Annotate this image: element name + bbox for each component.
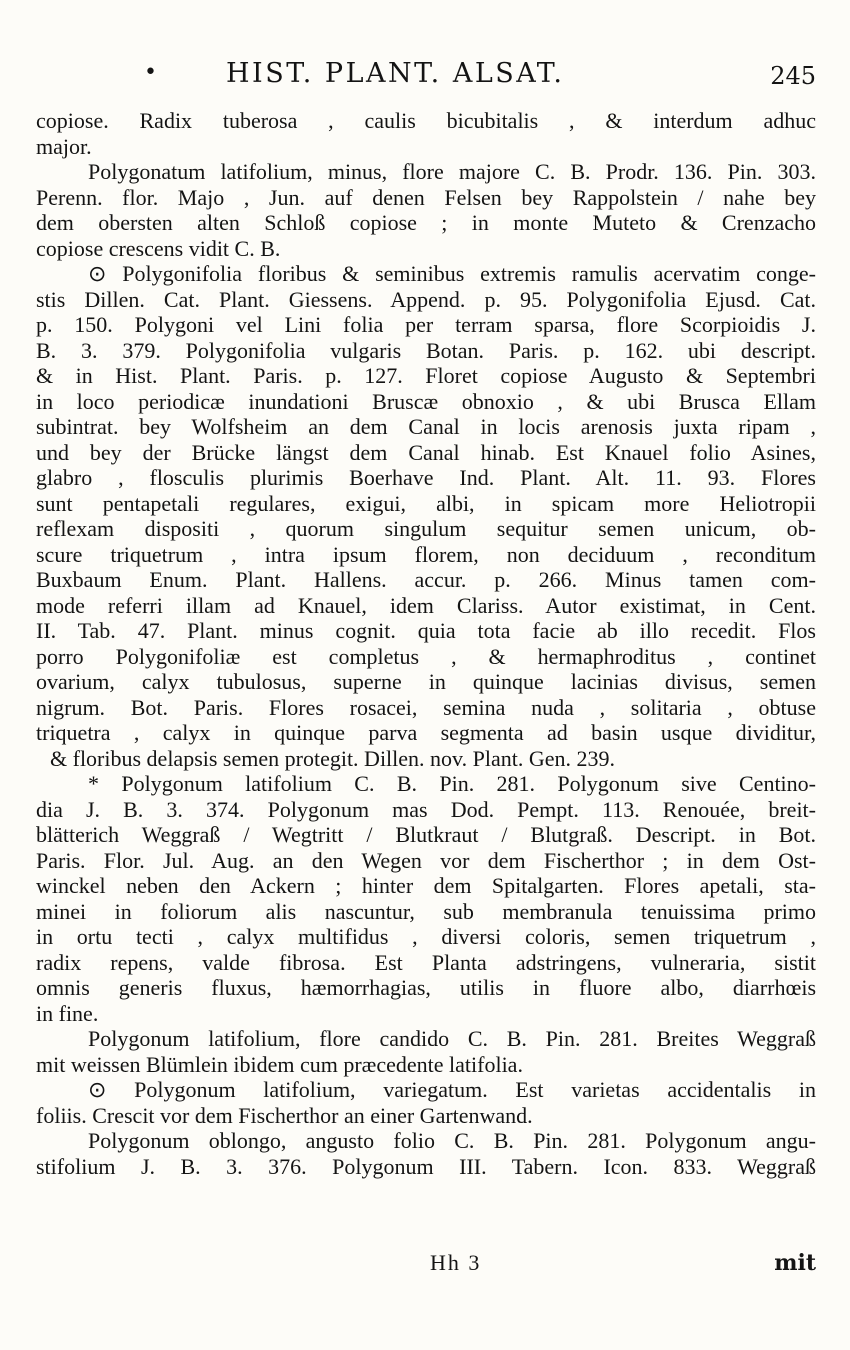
text-line: blätterich Weggraß / Wegtritt / Blutkraut / Blutgraß. Descript. in Bot. xyxy=(36,822,816,847)
text-line: sunt pentapetali regulares, exigui, albi, in spicam more Heliotropii xyxy=(36,490,816,516)
text-line: ⊙ Polygonifolia floribus & seminibus extremis ramulis acervatim conge- xyxy=(88,261,816,286)
text-line: in fine. xyxy=(36,1000,99,1026)
text-line: in loco periodicæ inundationi Bruscæ obnoxio , & ubi Brusca Ellam xyxy=(36,388,816,414)
text-line: glabro , flosculis plurimis Boerhave Ind. Plant. Alt. 11. 93. Flores xyxy=(36,465,816,490)
text-line: ⊙ Polygonum latifolium, variegatum. Est varietas accidentalis in xyxy=(88,1077,816,1102)
text-line: in ortu tecti , calyx multifidus , diversi coloris, semen triquetrum , xyxy=(36,924,816,949)
text-line: Polygonatum latifolium, minus, flore majore C. B. Prodr. 136. Pin. 303. xyxy=(88,159,816,184)
text-line: B. 3. 379. Polygonifolia vulgaris Botan. Paris. p. 162. ubi descript. xyxy=(36,337,816,363)
text-line: copiose. Radix tuberosa , caulis bicubitalis , & interdum adhuc xyxy=(36,108,816,133)
text-line: mode referri illam ad Knauel, idem Clariss. Autor existimat, in Cent. xyxy=(36,592,816,618)
text-line: & in Hist. Plant. Paris. p. 127. Floret copiose Augusto & Septembri xyxy=(36,363,816,388)
text-line: mit weissen Blümlein ibidem cum præcedente latifolia. xyxy=(36,1051,523,1077)
text-line: stis Dillen. Cat. Plant. Giessens. Append. p. 95. Polygonifolia Ejusd. Cat. xyxy=(36,286,816,312)
text-line: foliis. Crescit vor dem Fischerthor an einer Gartenwand. xyxy=(36,1102,533,1128)
text-line: und bey der Brücke längst dem Canal hinab. Est Knauel folio Asines, xyxy=(36,439,816,465)
text-line: ovarium, calyx tubulosus, superne in quinque lacinias divisus, semen xyxy=(36,669,816,694)
running-head xyxy=(36,58,816,102)
text-line: subintrat. bey Wolfsheim an dem Canal in locis arenosis juxta ripam , xyxy=(36,414,816,439)
text-line: p. 150. Polygoni vel Lini folia per terram sparsa, flore Scorpioidis J. xyxy=(36,312,816,337)
running-title: HIST. PLANT. ALSAT. xyxy=(226,58,565,89)
text-line: reflexam dispositi , quorum singulum sequitur semen unicum, ob- xyxy=(36,516,816,541)
text-line: copiose crescens vidit C. B. xyxy=(36,235,281,261)
text-line: omnis generis fluxus, hæmorrhagias, utilis in fluore albo, diarrhœis xyxy=(36,975,816,1000)
text-line: dem obersten alten Schloß copiose ; in monte Muteto & Crenzacho xyxy=(36,210,816,235)
text-line: winckel neben den Ackern ; hinter dem Spitalgarten. Flores apetali, sta- xyxy=(36,873,816,898)
text-line: & floribus delapsis semen protegit. Dillen. nov. Plant. Gen. 239. xyxy=(50,745,615,771)
text-line: radix repens, valde fibrosa. Est Planta adstringens, vulneraria, sistit xyxy=(36,949,816,975)
header-bullet: • xyxy=(144,60,157,85)
text-line: stifolium J. B. 3. 376. Polygonum III. Tabern. Icon. 833. Weggraß xyxy=(36,1153,816,1179)
body-text xyxy=(36,108,816,1179)
text-line: Polygonum latifolium, flore candido C. B. Pin. 281. Breites Weggraß xyxy=(88,1026,816,1051)
text-line: major. xyxy=(36,133,92,159)
book-page xyxy=(36,58,816,1179)
text-line: Paris. Flor. Jul. Aug. an den Wegen vor dem Fischerthor ; in dem Ost- xyxy=(36,847,816,873)
text-line: porro Polygonifoliæ est completus , & hermaphroditus , continet xyxy=(36,643,816,669)
signature-mark: Hh 3 xyxy=(430,1250,482,1275)
text-line: Perenn. flor. Majo , Jun. auf denen Felsen bey Rappolstein / nahe bey xyxy=(36,184,816,210)
text-line: nigrum. Bot. Paris. Flores rosacei, semina nuda , solitaria , obtuse xyxy=(36,694,816,720)
page-number: 245 xyxy=(770,62,816,90)
text-line: Buxbaum Enum. Plant. Hallens. accur. p. 266. Minus tamen com- xyxy=(36,567,816,592)
text-line: dia J. B. 3. 374. Polygonum mas Dod. Pempt. 113. Renouée, breit- xyxy=(36,796,816,822)
catchword: mit xyxy=(774,1250,816,1276)
text-line: II. Tab. 47. Plant. minus cognit. quia tota facie ab illo recedit. Flos xyxy=(36,618,816,643)
text-line: * Polygonum latifolium C. B. Pin. 281. Polygonum sive Centino- xyxy=(88,771,816,796)
text-line: triquetra , calyx in quinque parva segmenta ad basin usque dividitur, xyxy=(36,720,816,745)
text-line: Polygonum oblongo, angusto folio C. B. Pin. 281. Polygonum angu- xyxy=(88,1128,816,1153)
text-line: scure triquetrum , intra ipsum florem, non deciduum , reconditum xyxy=(36,541,816,567)
text-line: minei in foliorum alis nascuntur, sub membranula tenuissima primo xyxy=(36,898,816,924)
